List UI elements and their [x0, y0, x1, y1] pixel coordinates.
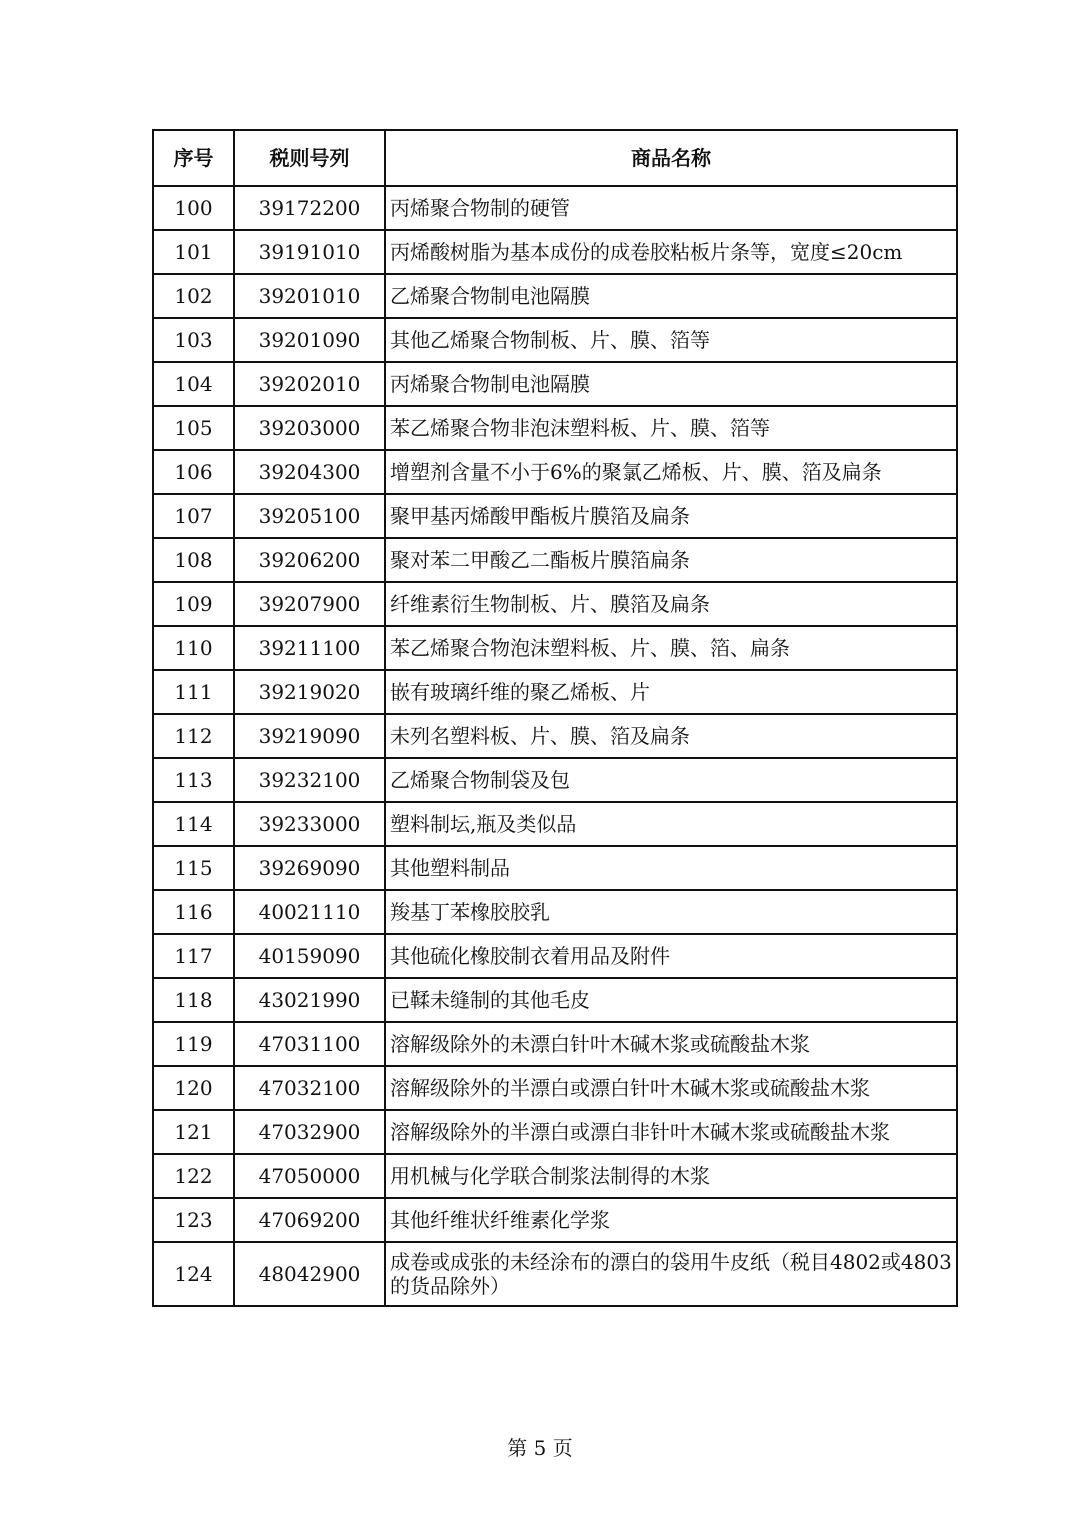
- table-row: [153, 934, 957, 978]
- cell-serial-number: 107: [153, 494, 234, 538]
- table-row: [153, 1022, 957, 1066]
- cell-serial-number: 109: [153, 582, 234, 626]
- cell-serial-number: 105: [153, 406, 234, 450]
- cell-serial-number: 115: [153, 846, 234, 890]
- cell-serial-number: 123: [153, 1198, 234, 1242]
- table-row: [153, 582, 957, 626]
- cell-tariff-code: 39232100: [234, 758, 385, 802]
- table-row: [153, 670, 957, 714]
- cell-product-name: 纤维素衍生物制板、片、膜箔及扁条: [385, 582, 957, 626]
- cell-serial-number: 100: [153, 186, 234, 230]
- table-row: [153, 538, 957, 582]
- cell-serial-number: 116: [153, 890, 234, 934]
- cell-product-name: 增塑剂含量不小于6%的聚氯乙烯板、片、膜、箔及扁条: [385, 450, 957, 494]
- cell-serial-number: 124: [153, 1242, 234, 1306]
- cell-serial-number: 103: [153, 318, 234, 362]
- cell-tariff-code: 39219090: [234, 714, 385, 758]
- cell-product-name: 丙烯聚合物制的硬管: [385, 186, 957, 230]
- cell-tariff-code: 47050000: [234, 1154, 385, 1198]
- cell-serial-number: 108: [153, 538, 234, 582]
- cell-product-name: 羧基丁苯橡胶胶乳: [385, 890, 957, 934]
- cell-product-name: 苯乙烯聚合物泡沫塑料板、片、膜、箔、扁条: [385, 626, 957, 670]
- page-number: 第 5 页: [507, 1436, 573, 1460]
- cell-product-name: 溶解级除外的半漂白或漂白非针叶木碱木浆或硫酸盐木浆: [385, 1110, 957, 1154]
- cell-serial-number: 119: [153, 1022, 234, 1066]
- cell-tariff-code: 39201010: [234, 274, 385, 318]
- cell-product-name: 其他硫化橡胶制衣着用品及附件: [385, 934, 957, 978]
- table-row: [153, 714, 957, 758]
- table-row: [153, 626, 957, 670]
- table-row: [153, 1242, 957, 1306]
- cell-product-name: 溶解级除外的未漂白针叶木碱木浆或硫酸盐木浆: [385, 1022, 957, 1066]
- cell-tariff-code: 39206200: [234, 538, 385, 582]
- cell-product-name: 苯乙烯聚合物非泡沫塑料板、片、膜、箔等: [385, 406, 957, 450]
- header-tariff-code: 税则号列: [234, 130, 385, 186]
- cell-tariff-code: 39204300: [234, 450, 385, 494]
- table-row: [153, 802, 957, 846]
- cell-serial-number: 110: [153, 626, 234, 670]
- cell-product-name: 乙烯聚合物制袋及包: [385, 758, 957, 802]
- table-row: [153, 1110, 957, 1154]
- cell-tariff-code: 39172200: [234, 186, 385, 230]
- cell-product-name: 聚对苯二甲酸乙二酯板片膜箔扁条: [385, 538, 957, 582]
- cell-product-name: 其他乙烯聚合物制板、片、膜、箔等: [385, 318, 957, 362]
- table-row: [153, 978, 957, 1022]
- table-row: [153, 186, 957, 230]
- cell-tariff-code: 39202010: [234, 362, 385, 406]
- table-header-row: [153, 130, 957, 186]
- header-serial-number: 序号: [153, 130, 234, 186]
- table-row: [153, 890, 957, 934]
- cell-tariff-code: 43021990: [234, 978, 385, 1022]
- cell-product-name: 丙烯酸树脂为基本成份的成卷胶粘板片条等，宽度≤20cm: [385, 230, 957, 274]
- cell-serial-number: 111: [153, 670, 234, 714]
- cell-tariff-code: 39191010: [234, 230, 385, 274]
- cell-tariff-code: 39219020: [234, 670, 385, 714]
- cell-tariff-code: 47069200: [234, 1198, 385, 1242]
- cell-serial-number: 121: [153, 1110, 234, 1154]
- cell-tariff-code: 40159090: [234, 934, 385, 978]
- cell-product-name: 聚甲基丙烯酸甲酯板片膜箔及扁条: [385, 494, 957, 538]
- cell-tariff-code: 40021110: [234, 890, 385, 934]
- cell-tariff-code: 47032900: [234, 1110, 385, 1154]
- cell-serial-number: 114: [153, 802, 234, 846]
- cell-tariff-code: 48042900: [234, 1242, 385, 1306]
- table-body: [153, 186, 957, 1306]
- table-row: [153, 1154, 957, 1198]
- header-product-name: 商品名称: [385, 130, 957, 186]
- table-row: [153, 494, 957, 538]
- cell-product-name: 其他塑料制品: [385, 846, 957, 890]
- table-row: [153, 450, 957, 494]
- table-row: [153, 406, 957, 450]
- cell-product-name: 丙烯聚合物制电池隔膜: [385, 362, 957, 406]
- cell-serial-number: 117: [153, 934, 234, 978]
- cell-serial-number: 118: [153, 978, 234, 1022]
- cell-product-name: 未列名塑料板、片、膜、箔及扁条: [385, 714, 957, 758]
- cell-serial-number: 113: [153, 758, 234, 802]
- cell-serial-number: 120: [153, 1066, 234, 1110]
- cell-tariff-code: 39201090: [234, 318, 385, 362]
- table-row: [153, 1066, 957, 1110]
- table-row: [153, 230, 957, 274]
- table-row: [153, 274, 957, 318]
- cell-serial-number: 104: [153, 362, 234, 406]
- table-row: [153, 318, 957, 362]
- cell-tariff-code: 39233000: [234, 802, 385, 846]
- cell-serial-number: 106: [153, 450, 234, 494]
- cell-tariff-code: 39205100: [234, 494, 385, 538]
- cell-tariff-code: 39207900: [234, 582, 385, 626]
- table-row: [153, 1198, 957, 1242]
- cell-serial-number: 102: [153, 274, 234, 318]
- cell-serial-number: 101: [153, 230, 234, 274]
- table-row: [153, 362, 957, 406]
- table-row: [153, 846, 957, 890]
- cell-product-name: 溶解级除外的半漂白或漂白针叶木碱木浆或硫酸盐木浆: [385, 1066, 957, 1110]
- cell-product-name: 嵌有玻璃纤维的聚乙烯板、片: [385, 670, 957, 714]
- cell-product-name: 其他纤维状纤维素化学浆: [385, 1198, 957, 1242]
- cell-product-name: 成卷或成张的未经涂布的漂白的袋用牛皮纸（税目4802或4803的货品除外）: [385, 1242, 957, 1306]
- cell-serial-number: 112: [153, 714, 234, 758]
- cell-serial-number: 122: [153, 1154, 234, 1198]
- tariff-table: [152, 129, 958, 1307]
- cell-product-name: 已鞣未缝制的其他毛皮: [385, 978, 957, 1022]
- cell-tariff-code: 47031100: [234, 1022, 385, 1066]
- cell-tariff-code: 39269090: [234, 846, 385, 890]
- cell-tariff-code: 39203000: [234, 406, 385, 450]
- cell-product-name: 乙烯聚合物制电池隔膜: [385, 274, 957, 318]
- table-row: [153, 758, 957, 802]
- cell-product-name: 用机械与化学联合制浆法制得的木浆: [385, 1154, 957, 1198]
- cell-tariff-code: 47032100: [234, 1066, 385, 1110]
- cell-tariff-code: 39211100: [234, 626, 385, 670]
- cell-product-name: 塑料制坛,瓶及类似品: [385, 802, 957, 846]
